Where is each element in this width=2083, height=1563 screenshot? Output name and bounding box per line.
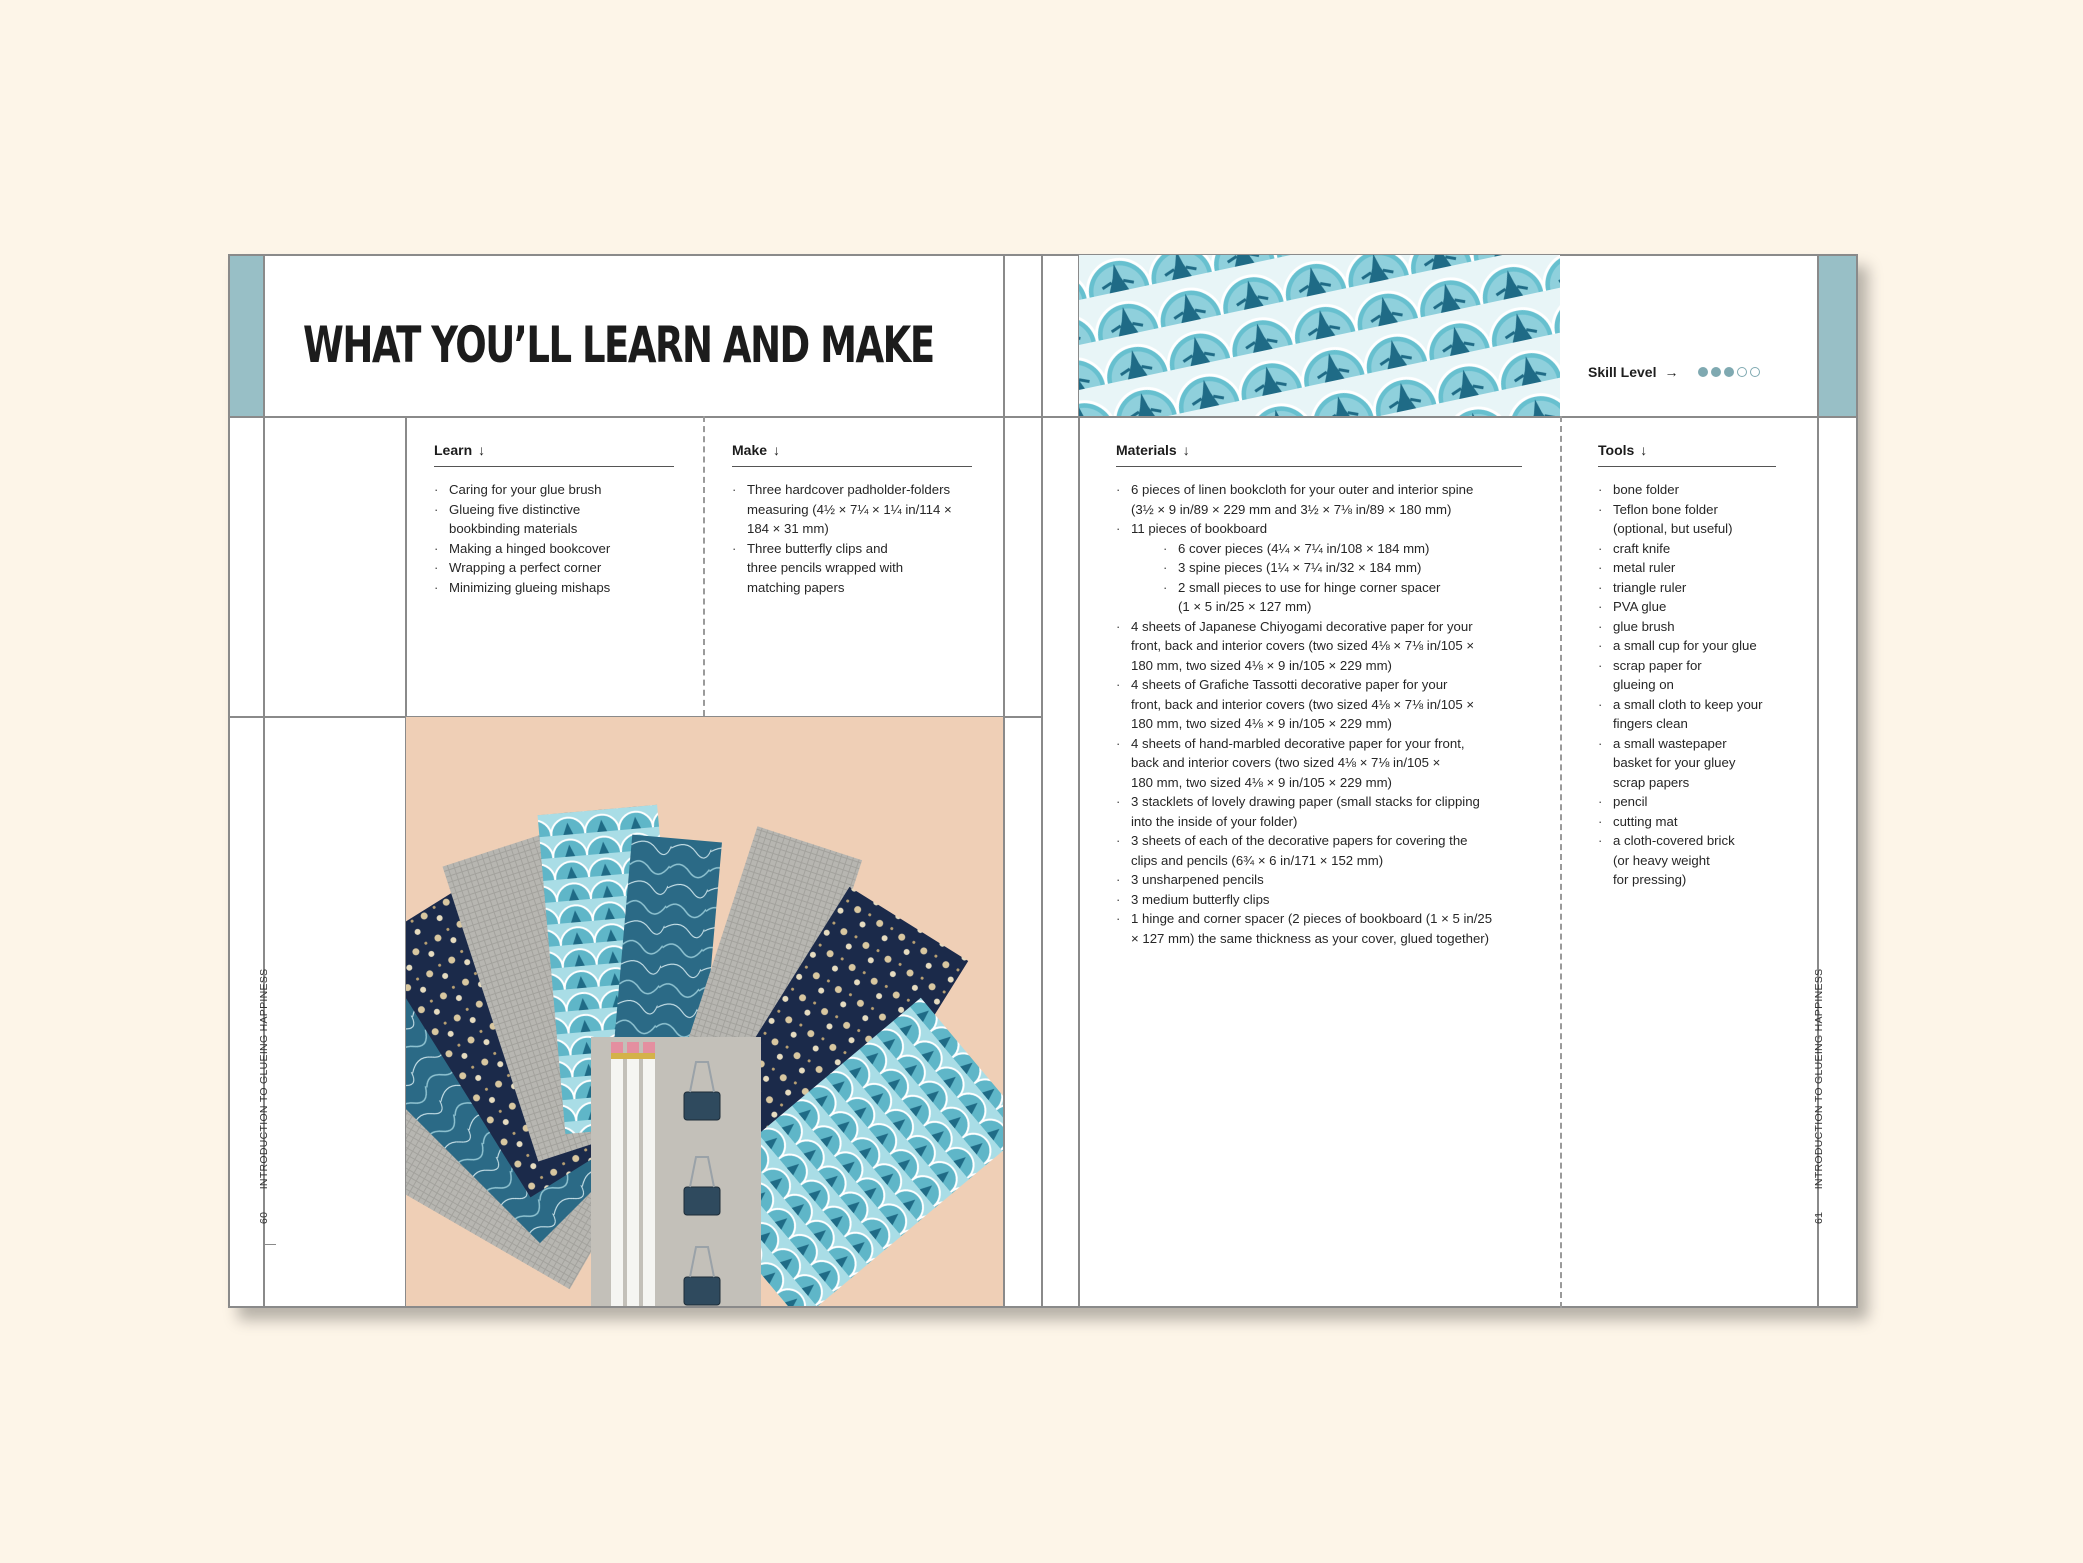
sub-list-item: · 2 small pieces to use for hinge corner spacer bbox=[1116, 578, 1546, 598]
make-heading bbox=[732, 442, 972, 467]
skill-dot-empty-icon bbox=[1737, 367, 1747, 377]
list-item-continued: (or heavy weight bbox=[1613, 852, 1710, 868]
skill-dot-filled-icon bbox=[1724, 367, 1734, 377]
list-item: · Teflon bone folder bbox=[1598, 500, 1798, 520]
list-item: · a small cup for your glue bbox=[1598, 636, 1798, 656]
arrow-down-icon: ↓ bbox=[1182, 442, 1190, 458]
list-item: · Three hardcover padholder-folders bbox=[732, 480, 992, 500]
arrow-right-icon: → bbox=[1664, 364, 1679, 380]
list-item: · metal ruler bbox=[1598, 558, 1798, 578]
list-item: · glue brush bbox=[1598, 617, 1798, 637]
list-item: · PVA glue bbox=[1598, 597, 1798, 617]
list-item-continued: 180 mm, two sized 4⅛ × 9 in/105 × 229 mm) bbox=[1131, 657, 1392, 673]
list-item: · a cloth-covered brick bbox=[1598, 831, 1798, 851]
book-spread bbox=[228, 254, 1858, 1308]
list-item-continued: glueing on bbox=[1613, 677, 1674, 692]
list-item-continued: (optional, but useful) bbox=[1613, 521, 1733, 536]
learn-heading-label: Learn bbox=[434, 442, 473, 458]
right-page-number: 61 bbox=[1813, 1211, 1825, 1224]
list-item: · 4 sheets of hand-marbled decorative paper for your front, bbox=[1116, 734, 1546, 754]
materials-list bbox=[1116, 480, 1546, 948]
list-item-continued: into the inside of your folder) bbox=[1131, 813, 1298, 829]
materials-photo-illustration bbox=[406, 717, 1003, 1306]
skill-level-label: Skill Level bbox=[1588, 364, 1657, 380]
left-running-head bbox=[258, 969, 270, 1224]
list-item: · triangle ruler bbox=[1598, 578, 1798, 598]
list-item-continued: 180 mm, two sized 4⅛ × 9 in/105 × 229 mm) bbox=[1131, 774, 1392, 790]
skill-dot-filled-icon bbox=[1698, 367, 1708, 377]
list-item-continued: back and interior covers (two sized 4⅛ × 7⅛ in/105 × bbox=[1131, 755, 1441, 770]
arrow-down-icon: ↓ bbox=[478, 442, 486, 458]
list-item: · 3 medium butterfly clips bbox=[1116, 890, 1546, 910]
right-accent-tab bbox=[1817, 254, 1858, 416]
list-item: · Caring for your glue brush bbox=[434, 480, 684, 500]
list-item-continued: × 127 mm) the same thickness as your cover, glued together) bbox=[1131, 930, 1490, 946]
list-item-continued: fingers clean bbox=[1613, 716, 1688, 731]
list-item: · 3 stacklets of lovely drawing paper (small stacks for clipping bbox=[1116, 792, 1546, 812]
list-item: · 1 hinge and corner spacer (2 pieces of bookboard (1 × 5 in/25 bbox=[1116, 909, 1546, 929]
list-item: · a small wastepaper bbox=[1598, 734, 1798, 754]
tools-list bbox=[1598, 480, 1798, 890]
materials-photo bbox=[406, 717, 1003, 1306]
list-item-continued: clips and pencils (6¾ × 6 in/171 × 152 mm) bbox=[1131, 852, 1384, 868]
list-item: · Three butterfly clips and bbox=[732, 539, 992, 559]
list-item: · 6 pieces of linen bookcloth for your outer and interior spine bbox=[1116, 480, 1546, 500]
list-item: · 3 sheets of each of the decorative papers for covering the bbox=[1116, 831, 1546, 851]
sub-list-item: · 6 cover pieces (4¼ × 7¼ in/108 × 184 mm) bbox=[1116, 539, 1546, 559]
page-title: WHAT YOU’LL LEARN AND MAKE bbox=[303, 316, 934, 374]
tools-heading-label: Tools bbox=[1598, 442, 1635, 458]
decorative-paper-banner bbox=[1079, 255, 1560, 416]
skill-dot-filled-icon bbox=[1711, 367, 1721, 377]
list-item-continued: front, back and interior covers (two sized 4⅛ × 7⅛ in/105 × bbox=[1131, 638, 1475, 653]
list-item-continued: front, back and interior covers (two sized 4⅛ × 7⅛ in/105 × bbox=[1131, 696, 1475, 712]
list-item: · pencil bbox=[1598, 792, 1798, 812]
learn-list bbox=[434, 480, 684, 597]
list-item: · a small cloth to keep your bbox=[1598, 695, 1798, 715]
list-item: · Glueing five distinctive bbox=[434, 500, 684, 520]
arrow-down-icon: ↓ bbox=[773, 442, 781, 458]
list-item: · Making a hinged bookcover bbox=[434, 539, 684, 559]
list-item: · bone folder bbox=[1598, 480, 1798, 500]
list-item: · craft knife bbox=[1598, 539, 1798, 559]
list-item: · Minimizing glueing mishaps bbox=[434, 578, 684, 598]
left-accent-tab bbox=[228, 254, 263, 416]
list-item: · cutting mat bbox=[1598, 812, 1798, 832]
tools-heading bbox=[1598, 442, 1776, 467]
list-item: · scrap paper for bbox=[1598, 656, 1798, 676]
left-running-title: INTRODUCTION TO GLUEING HAPPINESS bbox=[258, 968, 270, 1190]
skill-level bbox=[1588, 364, 1760, 380]
list-item-continued: bookbinding materials bbox=[449, 521, 578, 536]
list-item-continued: measuring (4½ × 7¼ × 1¼ in/114 × bbox=[747, 501, 952, 517]
skill-dot-empty-icon bbox=[1750, 367, 1760, 377]
left-page-number: 60 bbox=[258, 1211, 270, 1224]
list-item-continued: (3½ × 9 in/89 × 229 mm and 3½ × 7⅛ in/89 × 180 mm) bbox=[1131, 501, 1452, 517]
list-item: · 11 pieces of bookboard bbox=[1116, 519, 1546, 539]
right-running-head bbox=[1813, 969, 1825, 1224]
make-heading-label: Make bbox=[732, 442, 768, 458]
learn-heading bbox=[434, 442, 674, 467]
list-item: · 4 sheets of Japanese Chiyogami decorative paper for your bbox=[1116, 617, 1546, 637]
sub-list-item: · 3 spine pieces (1¼ × 7¼ in/32 × 184 mm) bbox=[1116, 558, 1546, 578]
list-item-continued: matching papers bbox=[747, 579, 845, 595]
make-list bbox=[732, 480, 992, 597]
list-item-continued: basket for your gluey bbox=[1613, 755, 1736, 770]
list-item-continued: for pressing) bbox=[1613, 872, 1687, 887]
list-item-continued: 180 mm, two sized 4⅛ × 9 in/105 × 229 mm) bbox=[1131, 716, 1392, 731]
list-item: · 3 unsharpened pencils bbox=[1116, 870, 1546, 890]
arrow-down-icon: ↓ bbox=[1640, 442, 1648, 458]
materials-heading bbox=[1116, 442, 1522, 467]
decorative-paper-illustration bbox=[1079, 255, 1560, 416]
list-item: · Wrapping a perfect corner bbox=[434, 558, 684, 578]
skill-level-dots bbox=[1698, 367, 1760, 377]
list-item: · 4 sheets of Grafiche Tassotti decorative paper for your bbox=[1116, 675, 1546, 695]
list-item-continued: three pencils wrapped with bbox=[747, 560, 904, 575]
list-item-continued: scrap papers bbox=[1613, 774, 1690, 790]
right-running-title: INTRODUCTION TO GLUEING HAPPINESS bbox=[1813, 968, 1825, 1190]
materials-heading-label: Materials bbox=[1116, 442, 1177, 458]
list-item-continued: 184 × 31 mm) bbox=[747, 521, 829, 536]
sub-list-item-continued: (1 × 5 in/25 × 127 mm) bbox=[1178, 599, 1312, 614]
